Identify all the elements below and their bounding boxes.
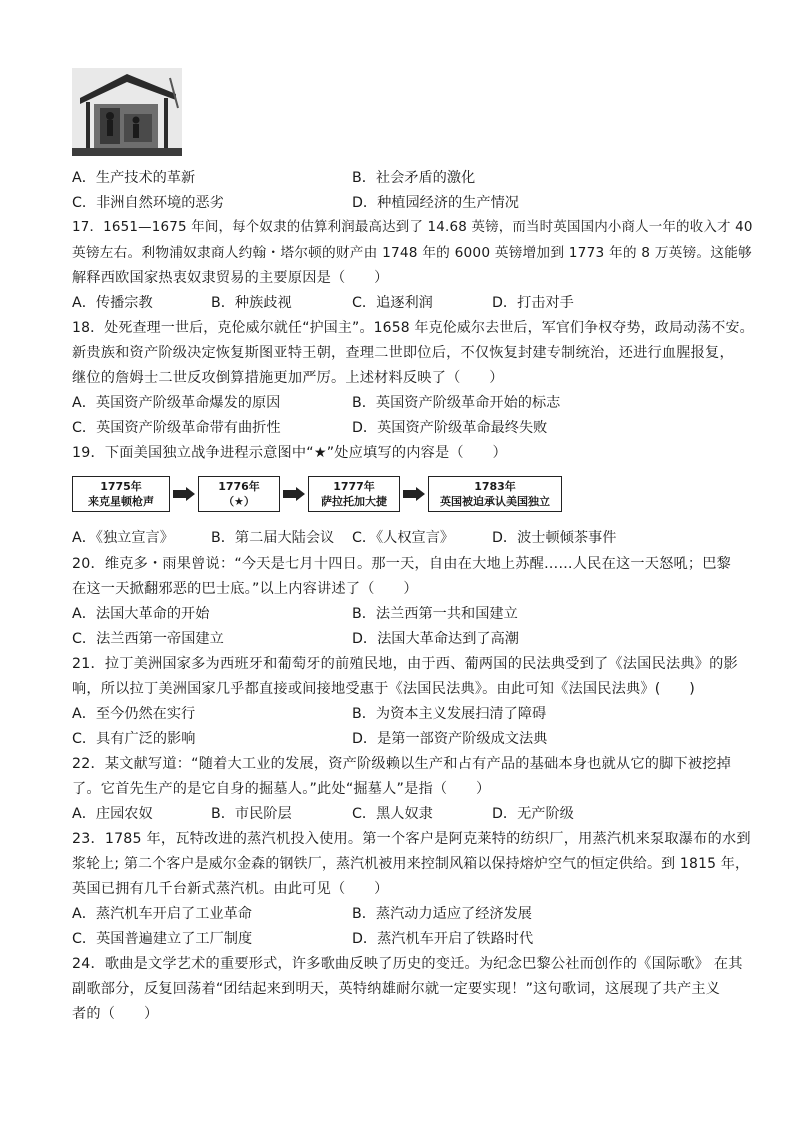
timeline-year: 1777年 [333, 480, 375, 493]
q21-stem-line-2: 响，所以拉丁美洲国家几乎都直接或间接地受惠于《法国民法典》。由此可知《法国民法典》( ) [72, 681, 696, 697]
q21-option-a[interactable]: A．至今仍然在实行 [72, 706, 196, 722]
q16-option-a[interactable]: A．生产技术的革新 [72, 170, 196, 186]
timeline-event: 来克星顿枪声 [88, 495, 154, 508]
q19-option-a[interactable]: A．《独立宣言》 [72, 530, 174, 546]
q23-option-d[interactable]: D．蒸汽机车开启了铁路时代 [352, 931, 534, 947]
arrow-right-icon [403, 487, 425, 501]
timeline-box-1776 [198, 476, 280, 512]
q21-option-d[interactable]: D．是第一部资产阶级成文法典 [352, 731, 548, 747]
q22-stem-line-2: 了。它首先生产的是它自身的掘墓人。”此处“掘墓人”是指（ ） [72, 781, 491, 797]
q17-stem-line-3: 解释西欧国家热衷奴隶贸易的主要原因是（ ） [72, 270, 389, 286]
timeline-year: 1776年 [218, 480, 260, 493]
q18-option-a[interactable]: A．英国资产阶级革命爆发的原因 [72, 395, 281, 411]
q19-stem-line-1: 19．下面美国独立战争进程示意图中“★”处应填写的内容是（ ） [72, 445, 507, 461]
q21-option-b[interactable]: B．为资本主义发展扫清了障碍 [352, 706, 547, 722]
q20-stem-line-2: 在这一天掀翻邪恶的巴士底。”以上内容讲述了（ ） [72, 581, 418, 597]
q23-stem-line-2: 浆轮上; 第二个客户是威尔金森的钢铁厂，蒸汽机被用来控制风箱以保持熔炉空气的恒定供给。到 1815 年， [72, 856, 750, 872]
timeline-box-1783 [428, 476, 562, 512]
plantation-woodcut-image [72, 68, 182, 156]
q18-stem-line-1: 18．处死查理一世后，克伦威尔就任“护国主”。1658 年克伦威尔去世后，军官们争权夺势，政局动荡不安。 [72, 320, 754, 336]
q17-stem-line-1: 17．1651—1675 年间，每个奴隶的估算利润最高达到了 14.68 英镑，而当时英国国内小商人一年的收入才 40 [72, 220, 753, 235]
q24-stem-line-2: 副歌部分，反复回荡着“团结起来到明天，英特纳雄耐尔就一定要实现！”这句歌词，这展现了共产主义 [72, 981, 721, 997]
q22-stem-line-1: 22．某文献写道：“随着大工业的发展，资产阶级赖以生产和占有产品的基础本身也就从它的脚下被挖掉 [72, 756, 732, 772]
timeline-event: 萨拉托加大捷 [321, 495, 387, 508]
arrow-right-icon [173, 487, 195, 501]
q18-option-b[interactable]: B．英国资产阶级革命开始的标志 [352, 395, 561, 411]
timeline-year: 1775年 [100, 480, 142, 493]
q23-stem-line-3: 英国已拥有几千台新式蒸汽机。由此可见（ ） [72, 881, 389, 897]
q18-stem-line-2: 新贵族和资产阶级决定恢复斯图亚特王朝，查理二世即位后，不仅恢复封建专制统治，还进行血腥报复， [72, 345, 734, 361]
q20-option-c[interactable]: C．法兰西第一帝国建立 [72, 631, 224, 647]
q23-option-a[interactable]: A．蒸汽机车开启了工业革命 [72, 906, 252, 922]
q16-option-d[interactable]: D．种植园经济的生产情况 [352, 195, 519, 211]
q20-option-b[interactable]: B．法兰西第一共和国建立 [352, 606, 518, 622]
q17-option-a[interactable]: A．传播宗教 [72, 295, 153, 311]
q20-option-d[interactable]: D．法国大革命达到了高潮 [352, 631, 519, 647]
q20-stem-line-1: 20．维克多・雨果曾说：“今天是七月十四日。那一天，自由在大地上苏醒……人民在这一天怒吼；巴黎 [72, 556, 732, 572]
q24-stem-line-3: 者的（ ） [72, 1006, 159, 1022]
q21-option-c[interactable]: C．具有广泛的影响 [72, 731, 196, 747]
q18-option-c[interactable]: C．英国资产阶级革命带有曲折性 [72, 420, 281, 436]
q18-option-d[interactable]: D．英国资产阶级革命最终失败 [352, 420, 548, 436]
q23-option-c[interactable]: C．英国普遍建立了工厂制度 [72, 931, 253, 947]
timeline-box-1777 [308, 476, 400, 512]
q20-option-a[interactable]: A．法国大革命的开始 [72, 606, 210, 622]
timeline-event: （★） [223, 495, 255, 508]
independence-war-timeline [72, 470, 562, 518]
q18-stem-line-3: 继位的詹姆士二世反攻倒算措施更加严厉。上述材料反映了（ ） [72, 370, 504, 386]
q17-stem-line-2: 英镑左右。利物浦奴隶商人约翰・塔尔顿的财产由 1748 年的 6000 英镑增加到 1773 年的 8 万英镑。这能够 [72, 245, 752, 261]
q17-option-d[interactable]: D．打击对手 [492, 295, 574, 311]
q22-option-b[interactable]: B．市民阶层 [211, 806, 292, 822]
q16-option-b[interactable]: B．社会矛盾的激化 [352, 170, 476, 186]
timeline-year: 1783年 [474, 480, 516, 493]
q17-option-c[interactable]: C．追逐利润 [352, 295, 433, 311]
q22-option-a[interactable]: A．庄园农奴 [72, 806, 153, 822]
q23-stem-line-1: 23．1785 年，瓦特改进的蒸汽机投入使用。第一个客户是阿克莱特的纺织厂，用蒸汽机来泵取瀑布的水到 [72, 831, 751, 847]
q19-option-d[interactable]: D．波士顿倾茶事件 [492, 530, 617, 546]
q19-option-b[interactable]: B．第二届大陆会议 [211, 530, 335, 546]
arrow-right-icon [283, 487, 305, 501]
q17-option-b[interactable]: B．种族歧视 [211, 295, 292, 311]
q21-stem-line-1: 21．拉丁美洲国家多为西班牙和葡萄牙的前殖民地，由于西、葡两国的民法典受到了《法国民法典》的影 [72, 656, 738, 672]
q22-option-d[interactable]: D．无产阶级 [492, 806, 574, 822]
timeline-box-1775 [72, 476, 170, 512]
q23-option-b[interactable]: B．蒸汽动力适应了经济发展 [352, 906, 532, 922]
timeline-event: 英国被迫承认美国独立 [440, 495, 550, 508]
q16-option-c[interactable]: C．非洲自然环境的恶劣 [72, 195, 224, 211]
q19-option-c[interactable]: C．《人权宣言》 [352, 530, 455, 546]
q24-stem-line-1: 24．歌曲是文学艺术的重要形式，许多歌曲反映了历史的变迁。为纪念巴黎公社而创作的《国际歌》 在其 [72, 956, 743, 972]
q22-option-c[interactable]: C．黑人奴隶 [352, 806, 433, 822]
